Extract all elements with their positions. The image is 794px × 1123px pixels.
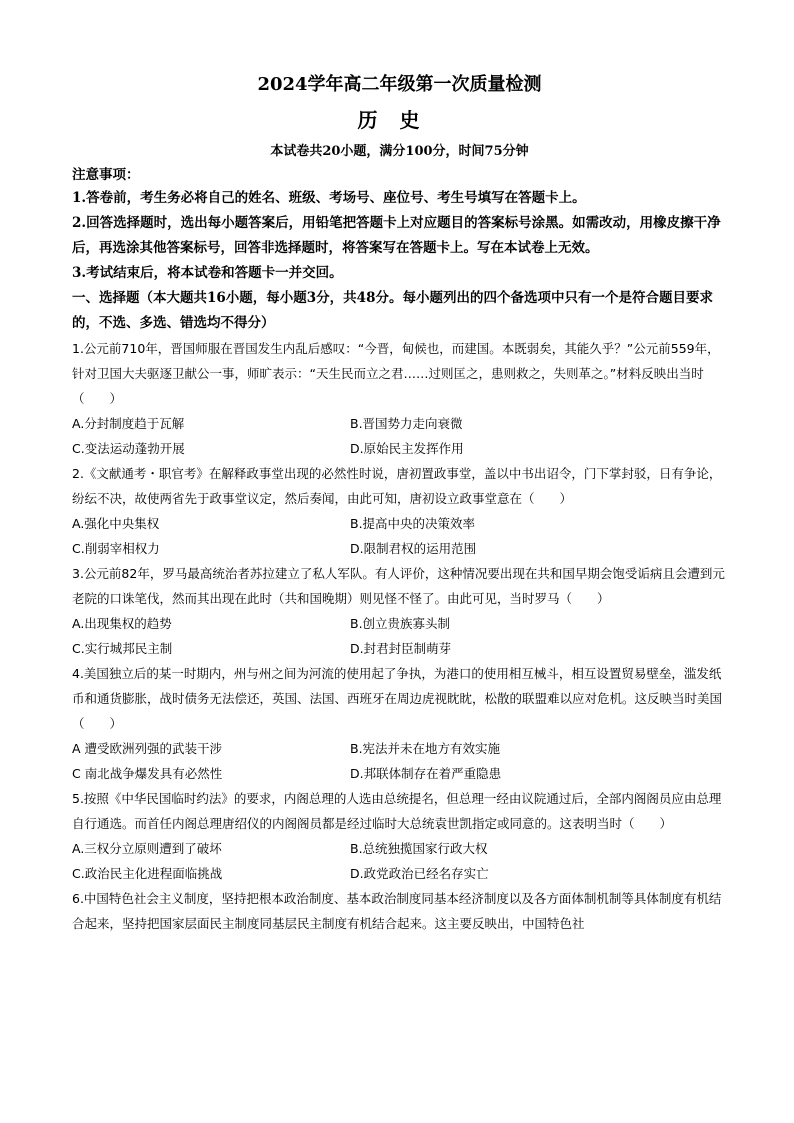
question bbox=[72, 661, 727, 786]
option-c: C.变法运动蓬勃开展 bbox=[72, 441, 185, 456]
question-stem: 5.按照《中华民国临时约法》的要求，内阁总理的人选由总统提名，但总理一经由议院通过后，全部内阁阁员应由总理自行通选。而首任内阁总理唐绍仪的内阁阁员都是经过临时大总统袁世凯指定或同意的。这表明当时（ ） bbox=[72, 791, 722, 831]
question-stem: 4.美国独立后的某一时期内，州与州之间为河流的使用起了争执，为港口的使用相互械斗，相互设置贸易壁垒，滥发纸币和通货膨胀，战时债务无法偿还，英国、法国、西班牙在周边虎视眈眈，松散的联盟难以应对危机。这反映当时美国（ ） bbox=[72, 666, 723, 731]
option-d: D.邦联体制存在着严重隐患 bbox=[350, 766, 502, 781]
option-list bbox=[72, 511, 727, 561]
option-a: A 遭受欧洲列强的武装干涉 bbox=[72, 741, 223, 756]
option-b: B.创立贵族寡头制 bbox=[350, 616, 451, 631]
note-item: 3.考试结束后，将本试卷和答题卡一并交回。 bbox=[72, 265, 343, 281]
exam-page bbox=[72, 70, 727, 936]
question bbox=[72, 461, 727, 561]
question-stem: 2.《文献通考・职官考》在解释政事堂出现的必然性时说，唐初置政事堂，盖以中书出诏令，门下掌封驳，日有争论，纷纭不决，故使两省先于政事堂议定，然后奏闻，由此可知，唐初设立政事堂意在（ ） bbox=[72, 466, 722, 506]
exam-title: 2024学年高二年级第一次质量检测 bbox=[257, 74, 542, 95]
option-b: B.宪法并未在地方有效实施 bbox=[350, 741, 501, 756]
exam-info: 本试卷共20小题，满分100分，时间75分钟 bbox=[270, 144, 529, 159]
question-stem: 1.公元前710年，晋国师服在晋国发生内乱后感叹：“今晋，甸候也，而建国。本既弱矣，其能久乎？”公元前559年，针对卫国大夫驱逐卫献公一事，师旷表示：“天生民而立之君……过则匡之，患则救之，失则革之。”材料反映出当时（ ） bbox=[72, 341, 720, 406]
option-d: D.政党政治已经名存实亡 bbox=[350, 866, 489, 881]
option-list bbox=[72, 411, 727, 461]
option-a: A.强化中央集权 bbox=[72, 516, 160, 531]
question bbox=[72, 336, 727, 461]
note-item: 2.回答选择题时，选出每小题答案后，用铅笔把答题卡上对应题目的答案标号涂黑。如需改动，用橡皮擦干净后，再选涂其他答案标号，回答非选择题时，将答案写在答题卡上。写在本试卷上无效。 bbox=[72, 215, 721, 256]
question-stem: 6.中国特色社会主义制度，坚持把根本政治制度、基本政治制度同基本经济制度以及各方面体制机制等具体制度有机结合起来，坚持把国家层面民主制度同基层民主制度有机结合起来。这主要反映出，中国特色社 bbox=[72, 891, 722, 931]
option-c: C.实行城邦民主制 bbox=[72, 641, 173, 656]
option-d: D.封君封臣制萌芽 bbox=[350, 641, 452, 656]
notes-heading: 注意事项： bbox=[72, 167, 140, 183]
option-d: D.限制君权的运用范围 bbox=[350, 541, 477, 556]
option-list bbox=[72, 611, 727, 661]
option-c: C 南北战争爆发具有必然性 bbox=[72, 766, 223, 781]
question-stem: 3.公元前82年，罗马最高统治者苏拉建立了私人军队。有人评价，这种情况要出现在共和国早期会饱受诟病且会遭到元老院的口诛笔伐，然而其出现在此时（共和国晚期）则见怪不怪了。由此可见，当时罗马（ ） bbox=[72, 566, 725, 606]
section-heading: 一、选择题（本大题共16小题，每小题3分，共48分。每小题列出的四个备选项中只有一个是符合题目要求的，不选、多选、错选均不得分） bbox=[72, 290, 713, 331]
option-a: A.出现集权的趋势 bbox=[72, 616, 172, 631]
option-c: C.政治民主化进程面临挑战 bbox=[72, 866, 223, 881]
option-d: D.原始民主发挥作用 bbox=[350, 441, 464, 456]
subject-title: 历史 bbox=[357, 108, 442, 132]
question bbox=[72, 786, 727, 886]
question bbox=[72, 886, 727, 936]
option-list bbox=[72, 736, 727, 786]
note-item: 1.答卷前，考生务必将自己的姓名、班级、考场号、座位号、考生号填写在答题卡上。 bbox=[72, 190, 586, 206]
option-b: B.总统独揽国家行政大权 bbox=[350, 841, 488, 856]
option-a: A.分封制度趋于瓦解 bbox=[72, 416, 185, 431]
option-b: B.提高中央的决策效率 bbox=[350, 516, 476, 531]
option-c: C.削弱宰相权力 bbox=[72, 541, 160, 556]
option-list bbox=[72, 836, 727, 886]
option-b: B.晋国势力走向衰微 bbox=[350, 416, 463, 431]
question bbox=[72, 561, 727, 661]
option-a: A.三权分立原则遭到了破坏 bbox=[72, 841, 222, 856]
